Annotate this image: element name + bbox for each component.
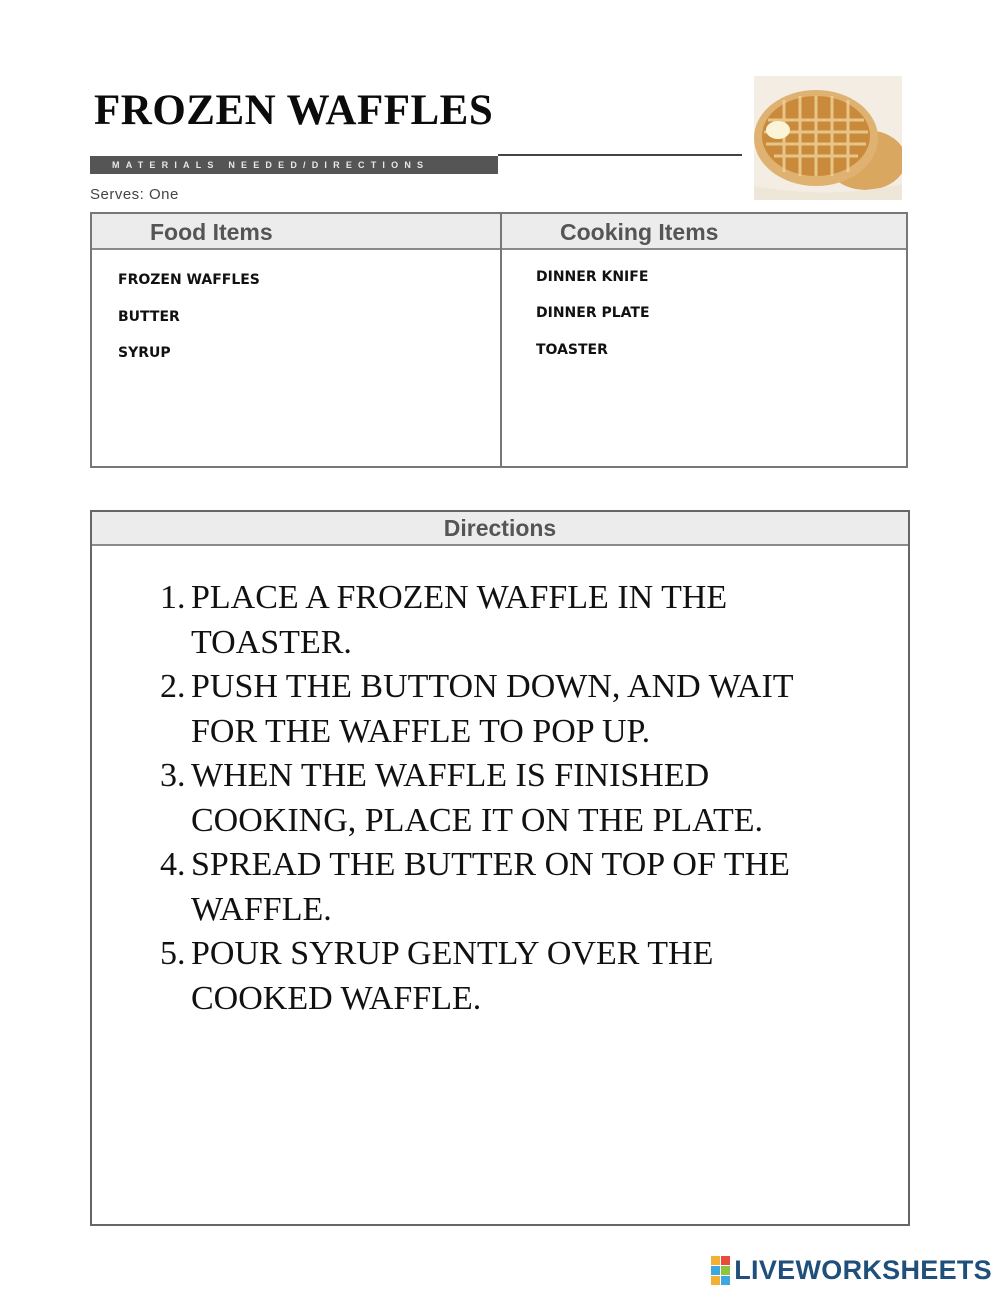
- logo-block: [711, 1256, 720, 1265]
- direction-step: [160, 754, 850, 843]
- food-items-header: Food Items: [150, 219, 273, 245]
- directions-header-bar: [92, 512, 908, 546]
- liveworksheets-logo[interactable]: [711, 1254, 992, 1286]
- step-number: 2.: [160, 668, 186, 705]
- food-items-header-cell: [92, 214, 500, 250]
- food-item: BUTTER: [118, 309, 180, 325]
- cooking-item: DINNER KNIFE: [536, 269, 649, 285]
- cooking-item: TOASTER: [536, 342, 608, 358]
- direction-step: [160, 843, 850, 932]
- directions-header: Directions: [443, 515, 557, 541]
- logo-text: LIVEWORKSHEETS: [734, 1254, 992, 1285]
- waffle-photo: [754, 76, 902, 200]
- step-text: PLACE A FROZEN WAFFLE IN THE TOASTER.: [191, 579, 728, 661]
- cooking-item: DINNER PLATE: [536, 305, 650, 321]
- step-number: 5.: [160, 935, 186, 972]
- logo-block: [721, 1256, 730, 1265]
- step-text: SPREAD THE BUTTER ON TOP OF THE WAFFLE.: [191, 846, 790, 928]
- logo-blocks-icon: [711, 1256, 730, 1285]
- logo-block: [721, 1266, 730, 1275]
- cooking-items-header: Cooking Items: [560, 219, 719, 245]
- logo-block: [721, 1276, 730, 1285]
- direction-step: [160, 932, 850, 1021]
- materials-directions-banner: MATERIALS NEEDED/DIRECTIONS: [90, 156, 498, 174]
- directions-list: [160, 576, 850, 1021]
- step-number: 4.: [160, 846, 186, 883]
- serves-label: Serves: One: [90, 186, 179, 203]
- step-number: 1.: [160, 579, 186, 616]
- step-text: PUSH THE BUTTON DOWN, AND WAIT FOR THE WAFFLE TO POP UP.: [191, 668, 793, 750]
- logo-block: [711, 1266, 720, 1275]
- direction-step: [160, 665, 850, 754]
- cooking-items-header-cell: [502, 214, 906, 250]
- logo-block: [711, 1276, 720, 1285]
- step-number: 3.: [160, 757, 186, 794]
- step-text: POUR SYRUP GENTLY OVER THE COOKED WAFFLE.: [191, 935, 714, 1017]
- page-title: FROZEN WAFFLES: [94, 87, 494, 134]
- banner-rule: [498, 154, 742, 156]
- directions-box: [90, 510, 910, 1226]
- materials-table: [90, 212, 908, 468]
- step-text: WHEN THE WAFFLE IS FINISHED COOKING, PLACE IT ON THE PLATE.: [191, 757, 764, 839]
- direction-step: [160, 576, 850, 665]
- food-item: SYRUP: [118, 345, 171, 361]
- food-item: FROZEN WAFFLES: [118, 272, 260, 288]
- column-divider: [500, 214, 502, 466]
